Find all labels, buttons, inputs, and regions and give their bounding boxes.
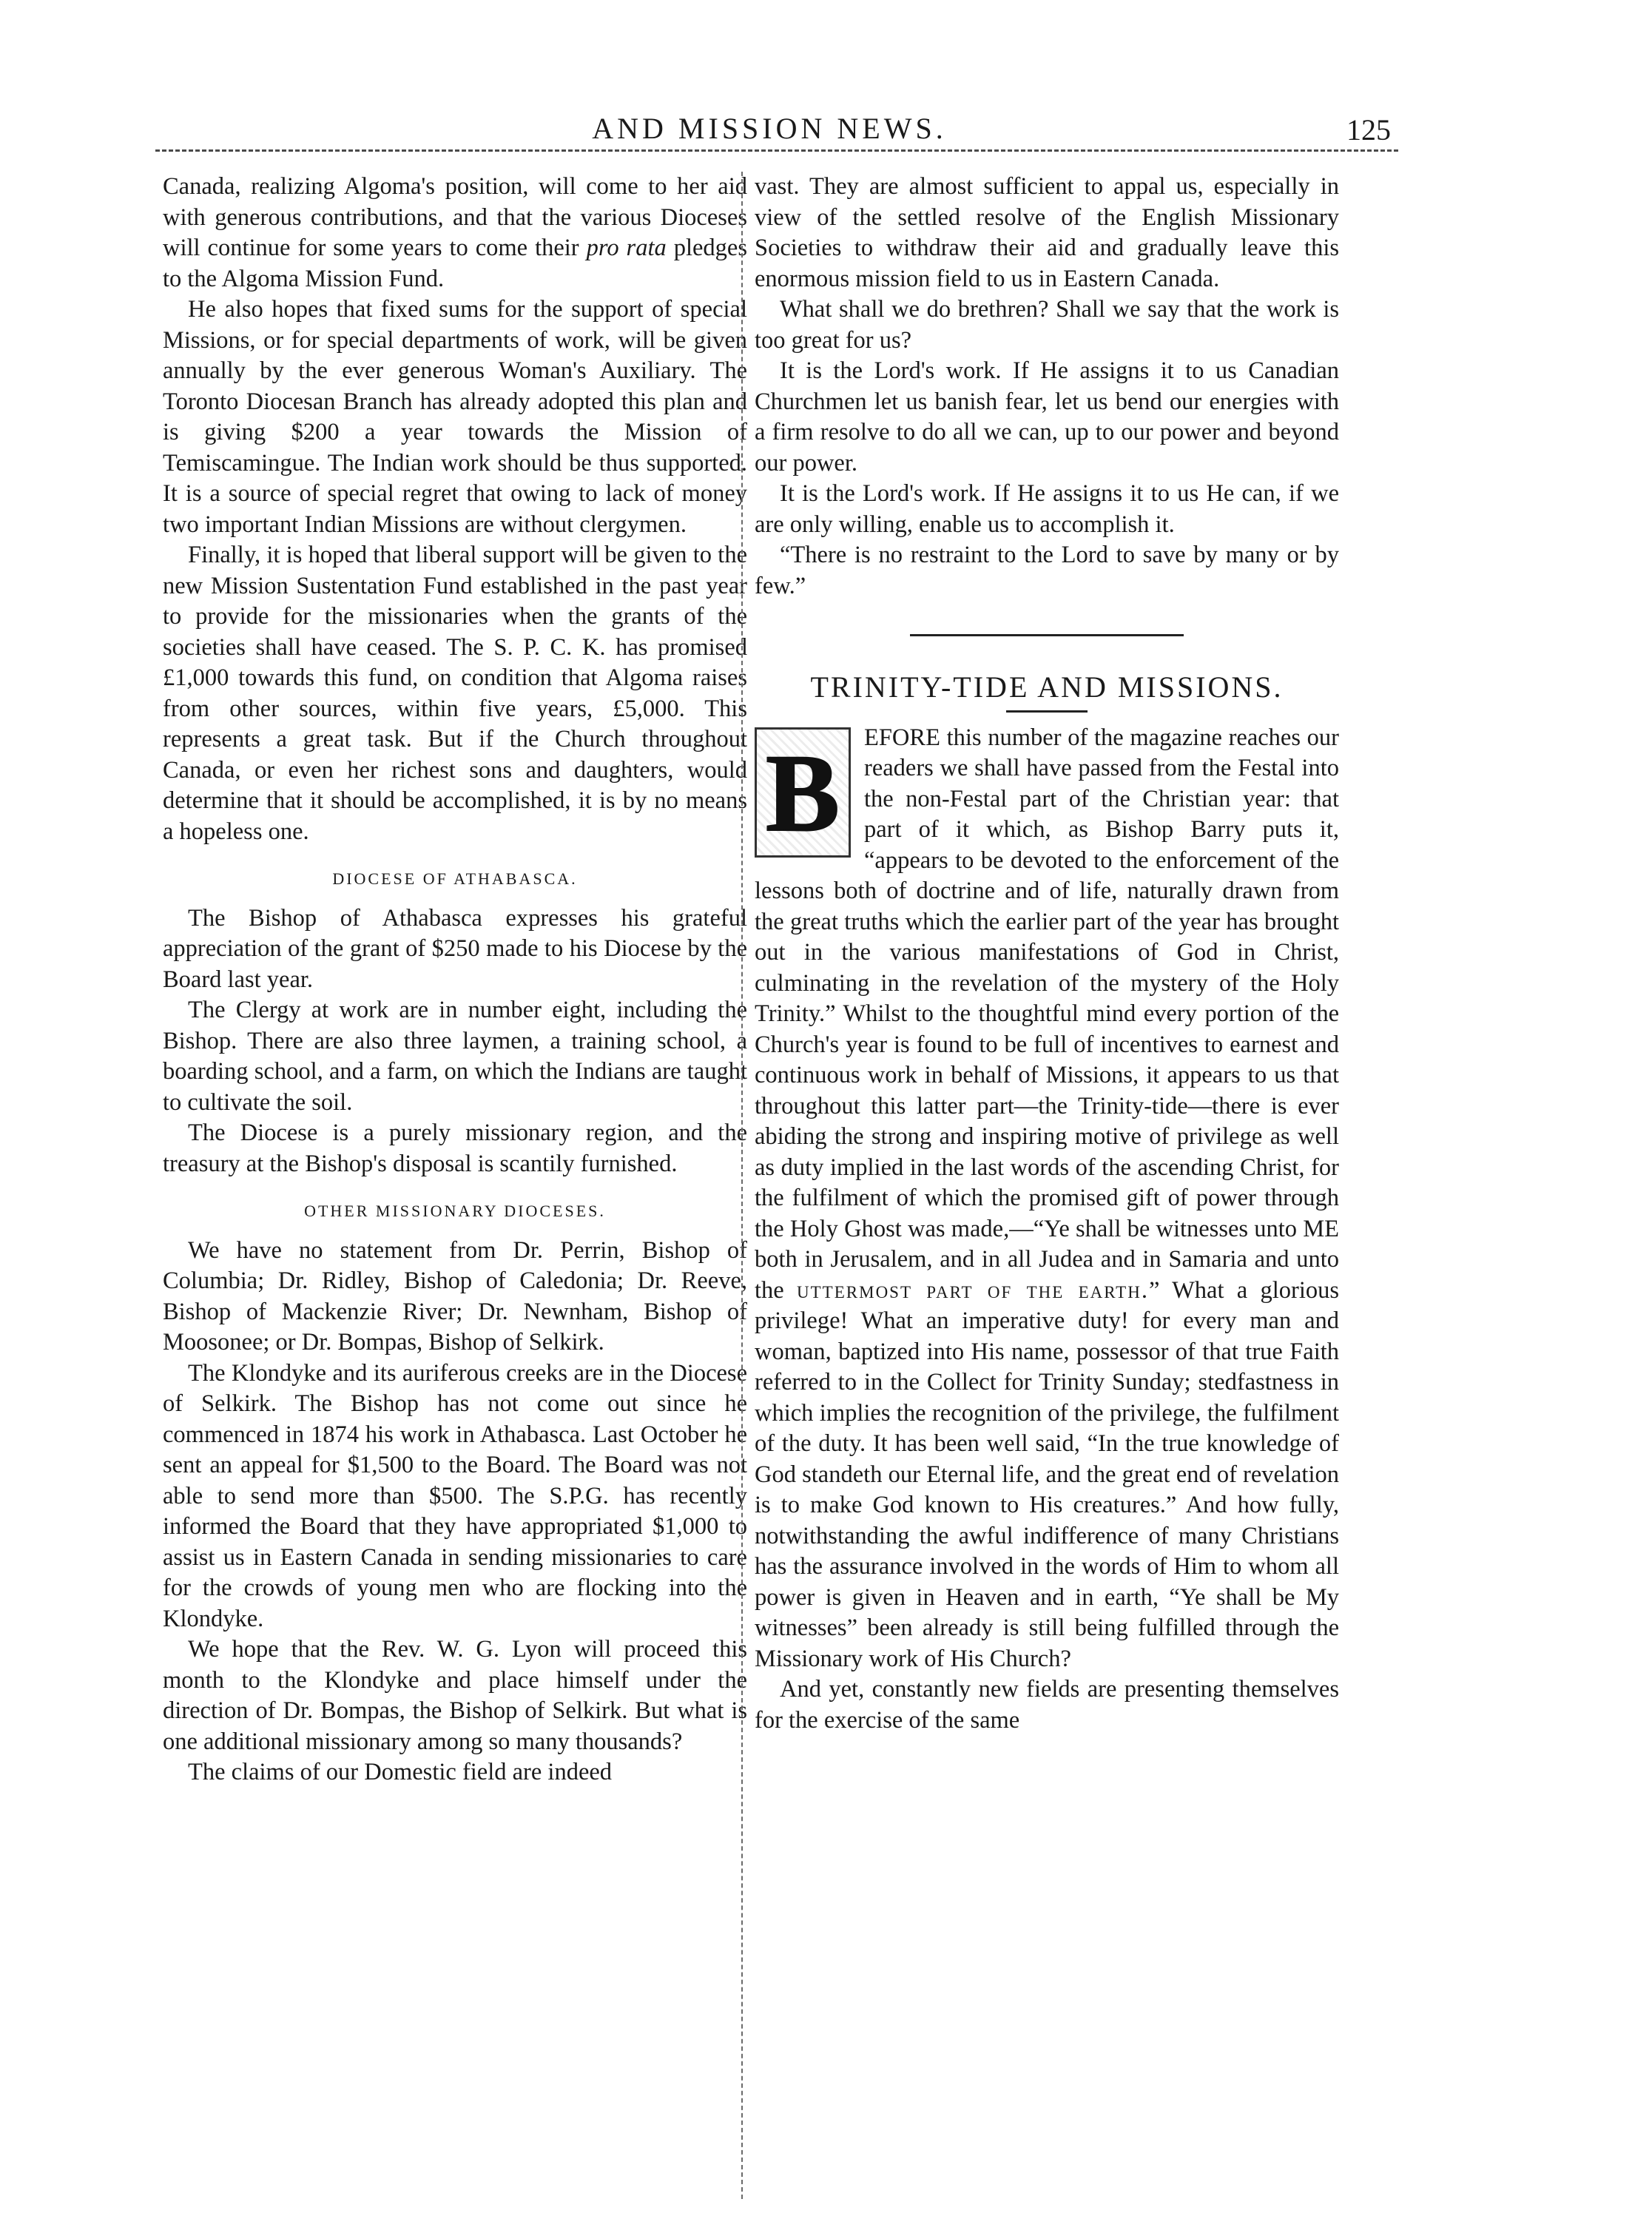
running-title: AND MISSION NEWS.: [592, 112, 947, 145]
page-number: 125: [1346, 113, 1391, 147]
paragraph: The claims of our Domestic field are indeed: [188, 1759, 613, 1785]
paragraph-text: ” What a glorious privilege! What an imperative duty! for every man and woman, baptized into His name, possessor of that true Faith referred to in the Collect for Trinity Sunday; stedfastness in which implies the recognition of the privilege, the fulfilment of the duty. It has been well said, “In the true knowledge of God standeth our Eternal life, and the great end of revelation is to make God known to His creatures.” And how fully, notwithstanding the awful indifference of many Christians has the assurance involved in the words of Him to whom all power is given in Heaven and in earth, “Ye shall be My witnesses” been already is still being fulfilled through the Missionary work of His Church?: [755, 1276, 1339, 1672]
column-divider: [741, 172, 743, 2199]
header-rule: [155, 149, 1398, 152]
opening-word: EFORE: [864, 724, 940, 751]
left-column: [163, 172, 747, 1788]
ornamental-initial: [755, 727, 851, 858]
paragraph-text: this number of the magazine reaches our readers we shall have passed from the Festal into the non-Festal part of the Christian year: that part of it which, as Bishop Barry puts it, “appears to be devoted to the enforcement of the lessons both of doctrine and of life, naturally drawn from the great truths which the earlier part of the year has brought out in the various manifestations of God in Christ, culminating in the revelation of the mystery of the Holy Trinity.” Whilst to the thoughtful mind every portion of the Church's year is found to be full of incentives to earnest and continuous work in behalf of Missions, it appears to us that throughout this latter part—the Trinity-tide—there is ever abiding the strong and inspiring motive of privilege as well as duty implied in the last words of the ascending Christ, for the fulfilment of which the promised gift of power through the Holy Ghost was made,—“Ye shall be witnesses unto ME both in Jerusalem, and in all Judea and in Samaria and unto the: [755, 724, 1340, 1304]
article-title: TRINITY-TIDE AND MISSIONS.: [810, 670, 1284, 704]
paragraph: It is the Lord's work. If He assigns it to us He can, if we are only willing, enable us to accomplish it.: [755, 480, 1339, 538]
paragraph-text: Canada, realizing Algoma's position, will come to her aid with generous contributions, and that the various Dioceses will continue for some years to come their: [163, 173, 747, 261]
paragraph: Finally, it is hoped that liberal support will be given to the new Mission Sustentation Fund established in the past year to provide for the missionaries when the grants of the societies shall have ceased. The S. P. C. K. has promised £1,000 towards this fund, on condition that Algoma raises from other sources, within five years, £5,000. This represents a great task. But if the Church throughout Canada, or even her richest sons and daughters, would determine that it should be accomplished, it is by no means a hopeless one.: [163, 542, 747, 845]
page-header: [148, 111, 1391, 155]
italic-phrase: pro rata: [586, 235, 667, 261]
paragraph: The Diocese is a purely missionary region, and the treasury at the Bishop's disposal is scantily furnished.: [163, 1119, 747, 1177]
paragraph: [755, 723, 1339, 1675]
section-rule: [910, 634, 1184, 636]
paragraph: The Bishop of Athabasca expresses his grateful appreciation of the grant of $250 made to his Diocese by the Board last year.: [163, 904, 747, 993]
title-rule: [1006, 710, 1088, 713]
paragraph: The Clergy at work are in number eight, including the Bishop. There are also three laymen, a training school, a boarding school, and a farm, on which the Indians are taught to cultivate the soil.: [163, 997, 747, 1116]
paragraph: [163, 172, 747, 294]
smallcaps-phrase: uttermost part of the earth.: [797, 1276, 1149, 1304]
paragraph: And yet, constantly new fields are presenting themselves for the exercise of the same: [755, 1676, 1339, 1734]
paragraph: The Klondyke and its auriferous creeks are in the Diocese of Selkirk. The Bishop has not come out since he commenced in 1874 his work in Athabasca. Last October he sent an appeal for $1,500 to the Board. The Board was not able to send more than $500. The S.P.G. has recently informed the Board that they have appropriated $1,000 to assist us in Eastern Canada in sending missionaries to care for the crowds of young men who are flocking into the Klondyke.: [163, 1359, 747, 1632]
section-subhead: DIOCESE OF ATHABASCA.: [332, 869, 578, 888]
paragraph: He also hopes that fixed sums for the support of special Missions, or for special departments of work, will be given annually by the ever generous Woman's Auxiliary. The Toronto Diocesan Branch has already adopted this plan and is giving $200 a year towards the Mission of Temiscamingue. The Indian work should be thus supported. It is a source of special regret that owing to lack of money two important Indian Missions are without clergymen.: [163, 296, 747, 538]
paragraph-text: pledges to the Algoma Mission Fund.: [163, 235, 747, 292]
paragraph: “There is no restraint to the Lord to save by many or by few.”: [755, 542, 1339, 599]
paragraph: We hope that the Rev. W. G. Lyon will proceed this month to the Klondyke and place himself under the direction of Dr. Bompas, the Bishop of Selkirk. But what is one additional missionary among so many thousands?: [163, 1636, 747, 1755]
initial-letter: B: [765, 731, 840, 855]
paragraph: What shall we do brethren? Shall we say that the work is too great for us?: [755, 296, 1339, 354]
paragraph: It is the Lord's work. If He assigns it to us Canadian Churchmen let us banish fear, let us bend our energies with a firm resolve to do all we can, up to our power and beyond our power.: [755, 357, 1339, 477]
right-column: [755, 172, 1339, 1736]
paragraph: We have no statement from Dr. Perrin, Bishop of Columbia; Dr. Ridley, Bishop of Caledonia; Dr. Reeve, Bishop of Mackenzie River; Dr. Newnham, Bishop of Moosonee; or Dr. Bompas, Bishop of Selkirk.: [163, 1236, 747, 1356]
paragraph: vast. They are almost sufficient to appal us, especially in view of the settled resolve of the English Missionary Societies to withdraw their aid and gradually leave this enormous mission field to us in Eastern Canada.: [755, 173, 1339, 292]
section-subhead: OTHER MISSIONARY DIOCESES.: [304, 1202, 606, 1220]
